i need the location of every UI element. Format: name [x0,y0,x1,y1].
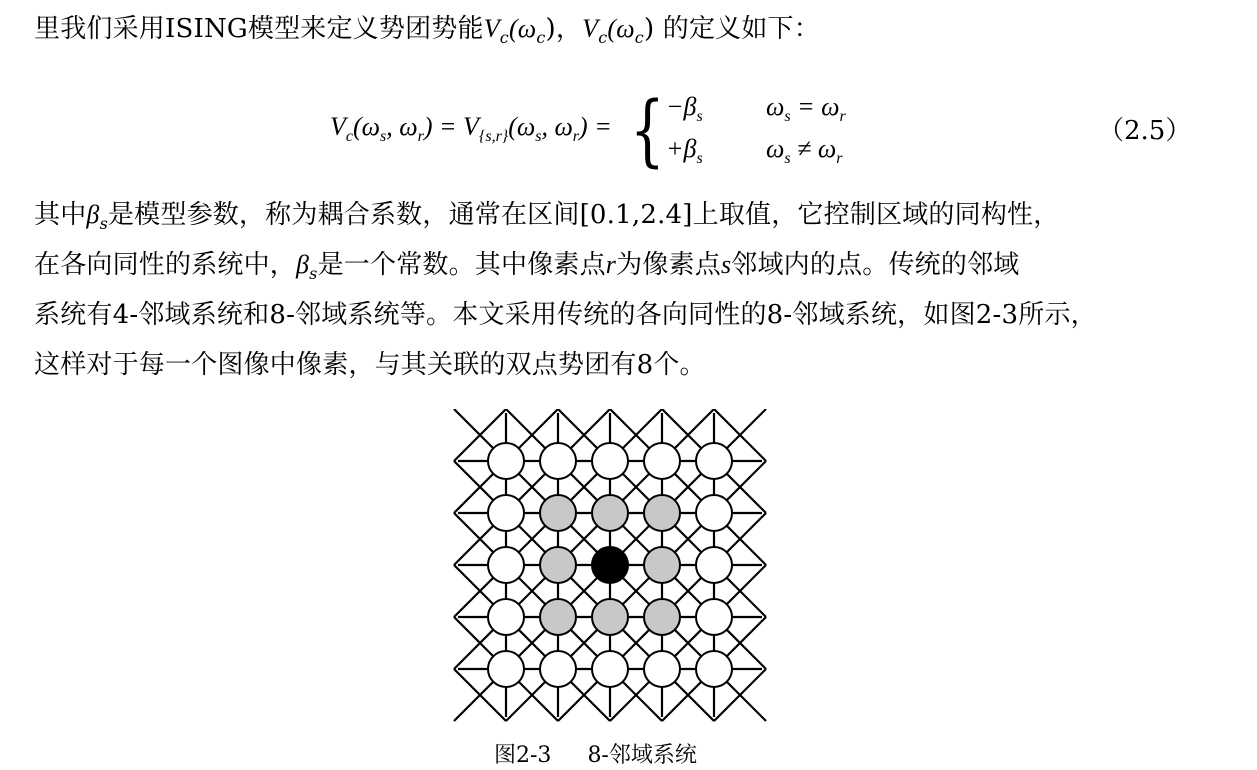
eq-sub: s [535,128,542,145]
pixel-node [696,495,732,531]
eq-symbol: −β [666,92,697,121]
figure-8-neighborhood [450,405,770,725]
pixel-node [540,443,576,479]
math-beta: β [296,250,310,279]
left-brace: { [630,86,665,176]
neighbor-pixel-node [644,547,680,583]
neighbor-pixel-node [592,599,628,635]
math-v: V [582,14,599,43]
equation-condition-2 [766,134,842,168]
eq-symbol: ) = V [423,112,479,141]
equation-lhs [330,112,612,146]
eq-sub: c [345,128,353,145]
eq-symbol: = ω [790,92,840,121]
pixel-node [488,651,524,687]
paragraph-2-line-4: 这样对于每一个图像中像素，与其关联的双点势团有8个。 [34,350,706,380]
eq-sub: r [572,128,580,145]
pixel-node [696,599,732,635]
pixel-node [696,443,732,479]
equation-case-2 [666,134,703,168]
pixel-node [488,547,524,583]
eq-sub: s [784,108,791,125]
eq-symbol: V [330,112,346,141]
eq-symbol: , ω [386,112,418,141]
text: ) 的定义如下： [643,14,820,44]
eq-sub: r [836,150,843,167]
eq-sub: r [839,108,846,125]
figure-caption [494,738,697,769]
eq-sub: {s,r} [478,128,509,145]
pixel-node [592,443,628,479]
text: 是模型参数，称为耦合系数，通常在区间[0.1,2.4]上取值，它控制区域的同构性， [107,200,1060,230]
eq-symbol: , ω [541,112,573,141]
caption-label: 图2-3 [494,743,552,768]
math-s: s [720,250,732,279]
math-beta: β [86,200,100,229]
eq-symbol: (ω [508,112,536,141]
math-sub-c: c [499,28,509,47]
eq-sub: r [417,128,424,145]
math-sub-c: c [598,28,608,47]
paragraph-2-line-1 [34,198,1059,241]
eq-symbol: ≠ ω [790,134,837,163]
paragraph-2-line-2 [34,248,1019,291]
math-sub-s: s [309,264,318,283]
eq-symbol: ) = [579,112,612,141]
pixel-node [644,443,680,479]
math-sub-s: s [99,214,108,233]
text: 里我们采用ISING模型来定义势团势能 [34,14,484,44]
pixel-node [592,651,628,687]
math-v: V [483,14,500,43]
eq-symbol: (ω [353,112,381,141]
text: 邻域内的点。传统的邻域 [731,250,1020,280]
math-omega: (ω [607,14,635,43]
clip-top [450,405,770,409]
math-omega: (ω [508,14,537,43]
eq-symbol: ω [766,92,785,121]
eq-sub: s [784,150,791,167]
text: 为像素点 [616,250,721,280]
equation-number: （2.5） [1098,116,1192,146]
eq-symbol: ω [766,134,785,163]
math-sub-c: c [536,28,546,47]
neighbor-pixel-node [592,495,628,531]
eq-sub: s [380,128,387,145]
pixel-node [540,651,576,687]
equation-2-5 [330,86,890,176]
eq-symbol: +β [666,134,697,163]
paragraph-2-line-3: 系统有4-邻域系统和8-邻域系统等。本文采用传统的各向同性的8-邻域系统，如图2-3所示， [34,300,1097,330]
neighbor-pixel-node [540,547,576,583]
neighbor-pixel-node [540,599,576,635]
math-sub-c: c [634,28,644,47]
neighbor-pixel-node [540,495,576,531]
pixel-node [696,547,732,583]
text: )， [545,14,583,44]
math-r: r [605,250,617,279]
pixel-node [488,599,524,635]
text: 在各向同性的系统中， [34,250,297,280]
eq-sub: s [696,108,703,125]
center-pixel-node [592,547,628,583]
pixel-node [644,651,680,687]
text: 其中 [34,200,87,230]
pixel-node [488,443,524,479]
pixel-node [488,495,524,531]
caption-text: 8-邻域系统 [587,743,697,768]
equation-condition-1 [766,92,846,126]
paragraph-1-line [34,12,820,55]
neighbor-pixel-node [644,495,680,531]
text: 是一个常数。其中像素点 [317,250,606,280]
pixel-node [696,651,732,687]
eq-sub: s [696,150,703,167]
equation-case-1 [666,92,703,126]
neighbor-pixel-node [644,599,680,635]
